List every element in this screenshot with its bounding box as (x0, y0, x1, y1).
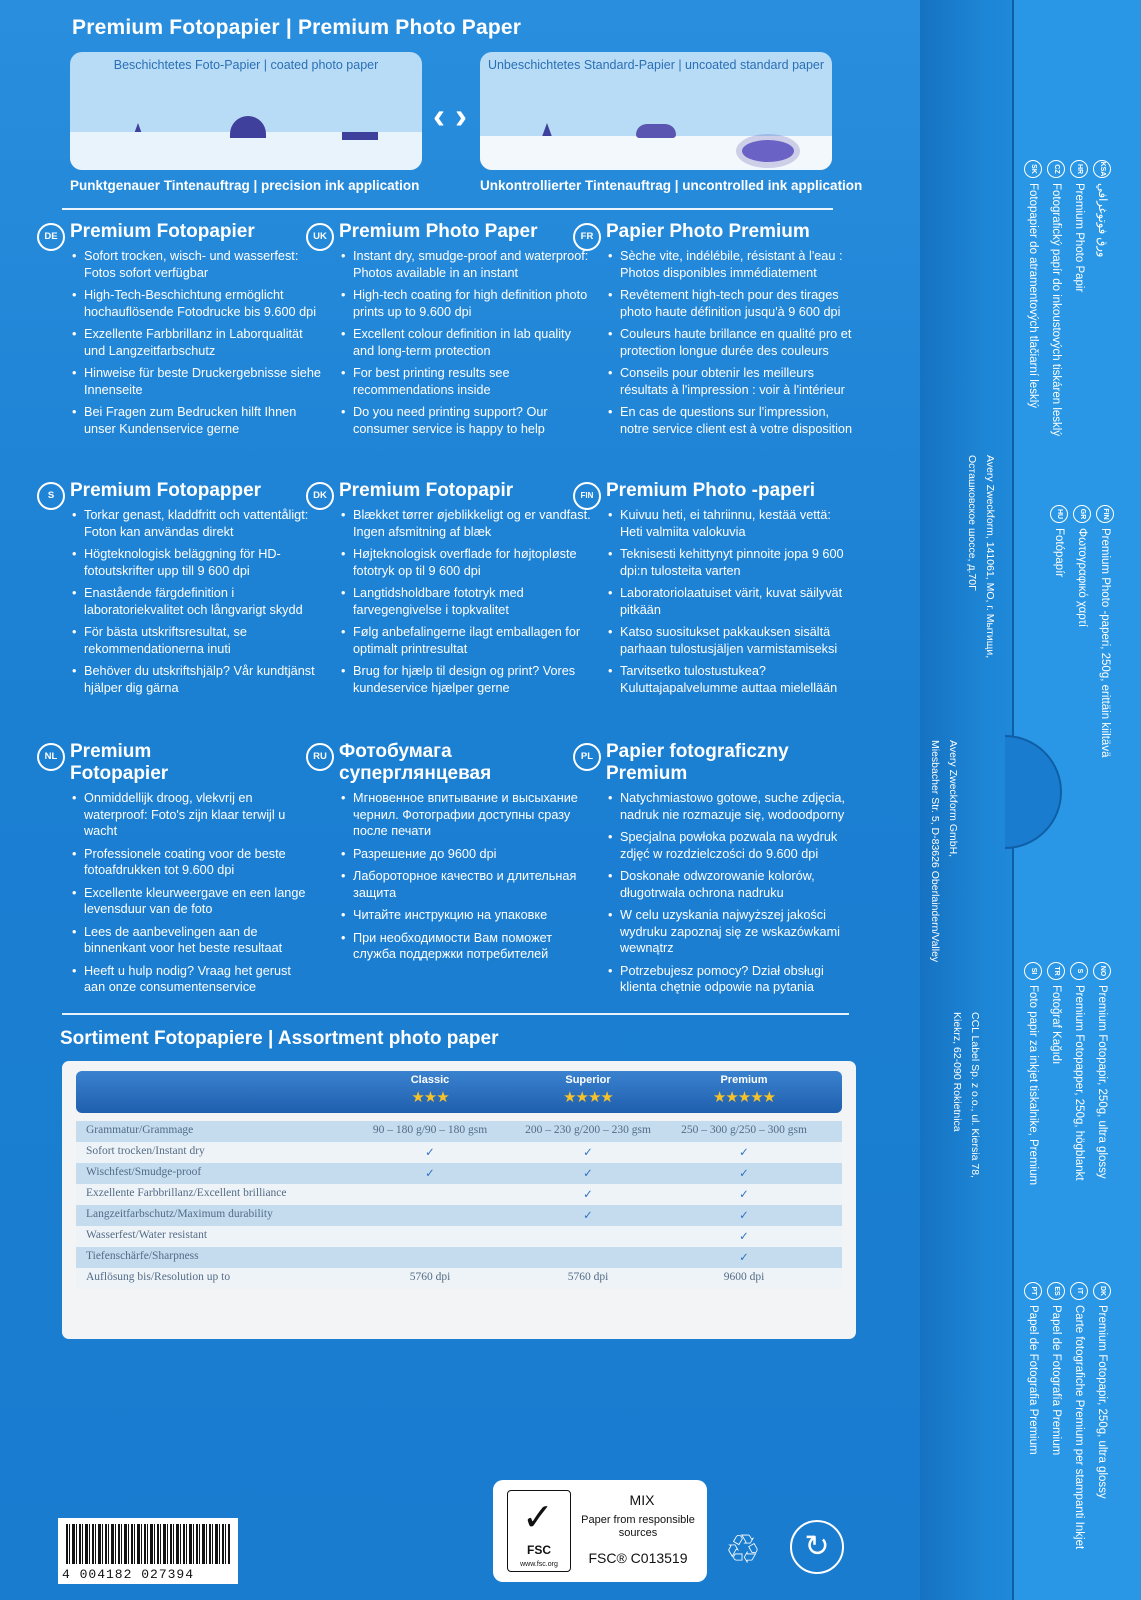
coated-label: Punktgenauer Tintenauftrag | precision ink application (70, 178, 420, 193)
star-rating-icon: ★★★ (411, 1089, 449, 1106)
language-badge: UK (306, 223, 334, 251)
flap-text: Premium Photo Papir (1073, 183, 1085, 293)
address-line: CCL Label Sp. z o.o., ul. Kiersia 78, (969, 1012, 981, 1178)
feature-item: • Bei Fragen zum Bedrucken hilft Ihnen unser Kundenservice gerne (84, 404, 325, 437)
check-icon: ✓ (583, 1189, 593, 1201)
check-icon: ✓ (739, 1189, 749, 1201)
language-badge: HU (1050, 505, 1068, 523)
barcode-number: 4 004182 027394 (62, 1567, 195, 1582)
check-icon: ✓ (425, 1147, 435, 1159)
check-icon: ✓ (583, 1168, 593, 1180)
language-badge: CZ (1047, 160, 1065, 178)
feature-item: • Potrzebujesz pomocy? Dział obsługi klienta chętnie odpowie na pytania (620, 963, 856, 996)
feature-item: • Kuivuu heti, ei tahriinnu, kestää vettä: Heti valmiita valokuvia (620, 507, 856, 540)
language-badge: RU (306, 743, 334, 771)
assortment-title: Sortiment Fotopapiere | Assortment photo paper (60, 1028, 499, 1049)
address-line: Miesbacher Str. 5, D-83626 Oberlaindern/Valley (929, 740, 941, 963)
feature-item: • Katso suositukset pakkauksen sisältä parhaan tulostusjäljen varmistamiseksi (620, 624, 856, 657)
section-title: Papier Photo Premium (606, 221, 810, 242)
section-dk (313, 480, 594, 702)
table-cell: 200 – 230 g/200 – 230 gsm (525, 1124, 651, 1136)
language-badge: PL (573, 743, 601, 771)
feature-item: • Onmiddellijk droog, vlekvrij en waterproof: Foto's zijn klaar terwijl u wacht (84, 790, 310, 840)
language-badge: FR (573, 223, 601, 251)
star-rating-icon: ★★★★★ (712, 1089, 776, 1106)
language-badge: NL (37, 743, 65, 771)
feature-item: • Professionele coating voor de beste fotoafdrukken tot 9.600 dpi (84, 846, 310, 879)
flap-entry (1024, 160, 1042, 460)
feature-item: • Tarvitsetko tulostustukea? Kuluttajapalvelumme auttaa mielellään (620, 663, 856, 696)
language-badge: PT (1024, 1282, 1042, 1300)
barcode-bars (66, 1524, 230, 1564)
absorbed-ink-icon (342, 132, 378, 140)
section-fin (580, 480, 856, 702)
package-title: Premium Fotopapier | Premium Photo Paper (72, 16, 522, 39)
flap-text: Fotografický papír do inkoustových tiskáren lesklý (1050, 183, 1062, 437)
fsc-website: www.fsc.org (520, 1561, 558, 1568)
feature-item: • Читайте инструкцию на упаковке (353, 907, 589, 924)
feature-item: • Blækket tørrer øjeblikkeligt og er vandfast. Ingen afsmitning af blæk (353, 507, 594, 540)
row-label: Wasserfest/Water resistant (86, 1229, 208, 1241)
check-icon: ✓ (739, 1147, 749, 1159)
table-cell: 250 – 300 g/250 – 300 gsm (681, 1124, 807, 1136)
address-line: Kiekrz, 62-090 Rokietnica (951, 1012, 963, 1132)
check-icon: ✓ (739, 1231, 749, 1243)
feature-item: • High-tech coating for high definition photo prints up to 9.600 dpi (353, 287, 594, 320)
row-label: Tiefenschärfe/Sharpness (86, 1250, 199, 1262)
compare-arrows-icon: ‹ › (433, 95, 467, 136)
feature-item: • Natychmiastowo gotowe, suche zdjęcia, nadruk nie rozmazuje się, wodoodporny (620, 790, 856, 823)
divider (62, 208, 833, 210)
assortment-table (62, 1061, 856, 1339)
flap-product-names-mid (1050, 505, 1114, 757)
flap-text: Φωτογραφικό χαρτί (1076, 528, 1088, 627)
language-badge: KSA (1093, 160, 1111, 178)
table-cell: 9600 dpi (723, 1271, 765, 1283)
coated-paper-illustration (70, 52, 422, 170)
feature-item: • При необходимости Вам поможет служба поддержки потребителей (353, 930, 589, 963)
section-title: Premium Photo Paper (339, 221, 538, 242)
language-badge: SI (1024, 962, 1042, 980)
section-ru (313, 741, 589, 969)
row-label: Auflösung bis/Resolution up to (86, 1271, 231, 1283)
feature-item: • For best printing results see recommendations inside (353, 365, 594, 398)
row-label: Langzeitfarbschutz/Maximum durability (86, 1208, 273, 1220)
check-icon: ✓ (425, 1168, 435, 1180)
check-icon: ✓ (583, 1147, 593, 1159)
section-title: Premium Photo -paperi (606, 480, 816, 501)
language-badge: FIN (573, 482, 601, 510)
column-header-classic: Classic (410, 1074, 450, 1086)
section-nl (44, 741, 310, 1002)
language-badge: FIN (1096, 505, 1114, 523)
coated-caption: Beschichtetes Foto-Papier | coated photo paper (113, 58, 379, 72)
row-label: Wischfest/Smudge-proof (86, 1166, 202, 1178)
section-fr (580, 221, 856, 443)
table-cell: 5760 dpi (567, 1271, 609, 1283)
flap-text: Papel de Fotografía Premium (1050, 1305, 1062, 1456)
flap-text: Fotópapír (1053, 528, 1065, 578)
uncoated-paper-illustration (480, 52, 832, 170)
flap-entry (1070, 962, 1088, 1185)
flap-entry (1093, 160, 1111, 460)
flap-entry (1093, 962, 1111, 1185)
address-line: Осташковское шоссе, д.70Г (966, 455, 978, 591)
fsc-label (493, 1480, 707, 1582)
table-cell: 5760 dpi (409, 1271, 451, 1283)
column-header-premium: Premium (720, 1074, 768, 1086)
feature-item: • Doskonałe odwzorowanie kolorów, długotrwała ochrona nadruku (620, 868, 856, 901)
table-row (76, 1142, 842, 1163)
row-label: Grammatur/Grammage (86, 1124, 194, 1136)
flap-text: ورق فوتوغرافي (1096, 183, 1108, 258)
feature-item: • Følg anbefalingerne ilagt emballagen for optimalt printresultat (353, 624, 594, 657)
language-badge: IT (1070, 1282, 1088, 1300)
feature-item: • En cas de questions sur l'impression, notre service client est à votre disposition (620, 404, 856, 437)
table-row (76, 1163, 842, 1184)
feature-item: • Лабороторное качество и длительная защита (353, 868, 589, 901)
tree-check-icon: ✓ (522, 1497, 554, 1539)
table-row (76, 1247, 842, 1268)
feature-item: • Sèche vite, indélébile, résistant à l'eau : Photos disponibles immédiatement (620, 248, 856, 281)
flap-entry (1047, 1282, 1065, 1549)
section-title: Papier fotograficzny Premium (606, 741, 789, 784)
flap-product-names-bottom (1024, 1282, 1111, 1549)
column-header-superior: Superior (565, 1074, 611, 1086)
feature-item: • Heeft u hulp nodig? Vraag het gerust aan onze consumentenservice (84, 963, 310, 996)
flap-text: Fotoğraf Kağıdı (1050, 985, 1062, 1065)
star-rating-icon: ★★★★ (563, 1089, 613, 1106)
flap-text: Premium Fotopapir, 250g, ultra glossy (1096, 985, 1108, 1179)
check-icon: ✓ (739, 1210, 749, 1222)
section-title: Фотобумага суперглянцевая (339, 741, 492, 784)
feature-item: • För bästa utskriftsresultat, se rekommendationerna inuti (84, 624, 325, 657)
bleeding-ink-icon (742, 140, 794, 162)
language-badge: DK (1093, 1282, 1111, 1300)
recycle-icon: ♲ (725, 1528, 761, 1572)
green-dot-icon: ↻ (790, 1520, 844, 1574)
section-title: Premium Fotopapir (339, 480, 514, 501)
language-badge: S (37, 482, 65, 510)
feature-item: • Excellent colour definition in lab quality and long-term protection (353, 326, 594, 359)
language-badge: HR (1070, 160, 1088, 178)
feature-item: • Разрешение до 9600 dpi (353, 846, 589, 863)
flap-entry (1024, 1282, 1042, 1549)
divider (62, 1013, 849, 1015)
feature-item: • Enastående färgdefinition i laboratoriekvalitet och långvarigt skydd (84, 585, 325, 618)
feature-item: • High-Tech-Beschichtung ermöglicht hochauflösende Fotodrucke bis 9.600 dpi (84, 287, 325, 320)
fsc-subtitle: Paper from responsible sources (581, 1514, 695, 1539)
table-row (76, 1121, 842, 1142)
feature-item: • Мгновенное впитывание и высыхание чернил. Фотографии доступны сразу после печати (353, 790, 589, 840)
address-ru (965, 455, 996, 658)
flap-text: Fotopapier do atramentových tlačiarní lesklý (1027, 183, 1039, 408)
check-icon: ✓ (739, 1168, 749, 1180)
language-badge: ES (1047, 1282, 1065, 1300)
table-row (76, 1184, 842, 1205)
fsc-logo-text: FSC (527, 1543, 551, 1557)
feature-item: • Högteknologisk beläggning för HD-fotoutskrifter upp till 9 600 dpi (84, 546, 325, 579)
language-badge: NO (1093, 962, 1111, 980)
ink-dot-icon (230, 116, 266, 138)
flap-entry (1096, 505, 1114, 757)
language-badge: GR (1073, 505, 1091, 523)
flap-product-names-low (1024, 962, 1111, 1185)
section-title: Premium Fotopapier (70, 741, 169, 784)
flap-entry (1093, 1282, 1111, 1549)
uncoated-label: Unkontrollierter Tintenauftrag | uncontrolled ink application (480, 178, 863, 193)
language-badge: SK (1024, 160, 1042, 178)
feature-item: • Sofort trocken, wisch- und wasserfest: Fotos sofort verfügbar (84, 248, 325, 281)
address-line: Avery Zweckform, 141061, MO, г. Мытищи, (984, 455, 996, 659)
fsc-mix: MIX (629, 1492, 655, 1508)
table-row (76, 1205, 842, 1226)
feature-item: • Revêtement high-tech pour des tirages photo haute définition jusqu'à 9 600 dpi (620, 287, 856, 320)
flap-entry (1024, 962, 1042, 1185)
language-badge: DK (306, 482, 334, 510)
section-s (47, 480, 325, 702)
table-header (76, 1071, 842, 1113)
flap-entry (1070, 1282, 1088, 1549)
feature-item: • Instant dry, smudge-proof and waterproof: Photos available in an instant (353, 248, 594, 281)
flap-entry (1047, 160, 1065, 460)
table-row (76, 1268, 842, 1289)
flap-entry (1050, 505, 1068, 757)
section-title: Premium Fotopapper (70, 480, 262, 501)
address-pl (950, 1012, 981, 1178)
spreading-ink-icon (636, 124, 676, 138)
barcode (58, 1518, 238, 1584)
row-label: Sofort trocken/Instant dry (86, 1145, 205, 1157)
feature-item: • Behöver du utskriftshjälp? Vår kundtjänst hjälper dig gärna (84, 663, 325, 696)
feature-item: • Conseils pour obtenir les meilleurs résultats à l'impression : voir à l'intérieur (620, 365, 856, 398)
flap-text: Carte fotografiche Premium per stampanti Inkjet (1073, 1305, 1085, 1550)
flap-text: Premium Photo -paperi, 250g, erittäin kiiltävä (1099, 528, 1111, 758)
check-icon: ✓ (583, 1210, 593, 1222)
address-line: Avery Zweckform GmbH, (947, 740, 959, 858)
table-cell: 90 – 180 g/90 – 180 gsm (372, 1124, 488, 1136)
flap-entry (1070, 160, 1088, 460)
flap-text: Premium Fotopapir, 250g, ultra glossy (1096, 1305, 1108, 1499)
feature-item: • Lees de aanbevelingen aan de binnenkant voor het beste resultaat (84, 924, 310, 957)
uncoated-caption: Unbeschichtetes Standard-Papier | uncoated standard paper (487, 58, 825, 72)
flap-text: Foto papir za inkjet tiskalnike, Premium (1027, 985, 1039, 1186)
language-badge: TR (1047, 962, 1065, 980)
feature-item: • Exzellente Farbbrillanz in Laborqualität und Langzeitfarbschutz (84, 326, 325, 359)
flap-product-names-top (1024, 160, 1111, 460)
language-badge: DE (37, 223, 65, 251)
row-label: Exzellente Farbbrillanz/Excellent brilliance (86, 1187, 287, 1199)
feature-item: • Brug for hjælp til design og print? Vores kundeservice hjælper gerne (353, 663, 594, 696)
feature-item: • Torkar genast, kladdfritt och vattentåligt: Foton kan användas direkt (84, 507, 325, 540)
feature-item: • Laboratoriolaatuiset värit, kuvat säilyvät pitkään (620, 585, 856, 618)
feature-item: • W celu uzyskania najwyższej jakości wydruku zapoznaj się ze wskazówkami wewnątrz (620, 907, 856, 957)
section-title: Premium Fotopapier (70, 221, 255, 242)
fsc-code: FSC® C013519 (588, 1550, 688, 1566)
section-de (44, 221, 325, 443)
feature-item: • Langtidsholdbare fototryk med farvegengivelse i topkvalitet (353, 585, 594, 618)
feature-item: • Couleurs haute brillance en qualité pro et protection longue durée des couleurs (620, 326, 856, 359)
section-uk (313, 221, 594, 443)
fsc-logo (507, 1490, 571, 1572)
address-de (928, 740, 959, 962)
feature-item: • Teknisesti kehittynyt pinnoite jopa 9 600 dpi:n tulosteita varten (620, 546, 856, 579)
table-row (76, 1226, 842, 1247)
feature-item: • Specjalna powłoka pozwala na wydruk zdjęć w rozdzielczości do 9.600 dpi (620, 829, 856, 862)
language-badge: S (1070, 962, 1088, 980)
feature-item: • Hinweise für beste Druckergebnisse siehe Innenseite (84, 365, 325, 398)
feature-item: • Excellente kleurweergave en een lange levensduur van de foto (84, 885, 310, 918)
feature-item: • Højteknologisk overflade for højtopløste fototryk op til 9 600 dpi (353, 546, 594, 579)
flap-text: Premium Fotopapper, 250g, högblankt (1073, 985, 1085, 1181)
feature-item: • Do you need printing support? Our consumer service is happy to help (353, 404, 594, 437)
flap-entry (1047, 962, 1065, 1185)
flap-entry (1073, 505, 1091, 757)
flap-text: Papel de Fotografia Premium (1027, 1305, 1039, 1455)
section-pl (580, 741, 856, 1002)
check-icon: ✓ (739, 1252, 749, 1264)
